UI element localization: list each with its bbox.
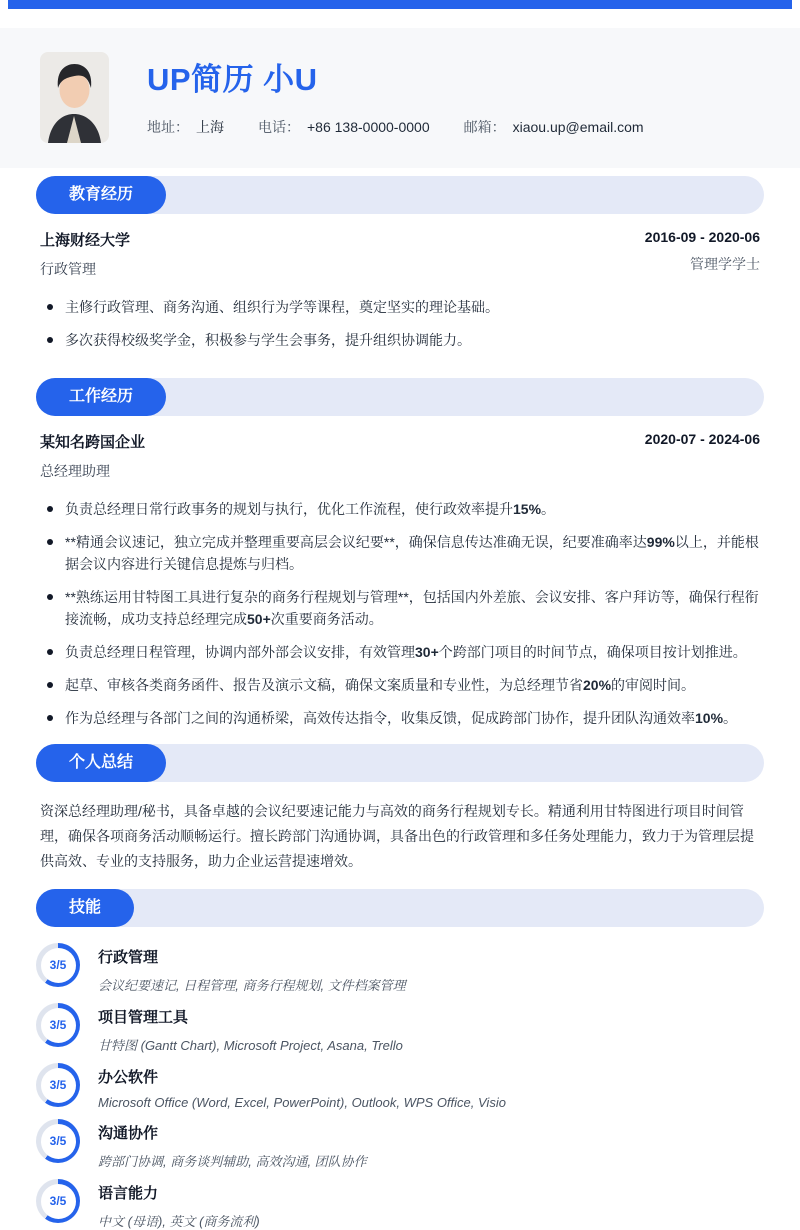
contact-value: xiaou.up@email.com [512,119,644,135]
bullet-item: **精通会议速记，独立完成并整理重要高层会议纪要**，确保信息传达准确无误，纪要准确率达99%以上，并能根据会议内容进行关键信息提炼与归档。 [36,531,764,575]
bullet-item: 作为总经理与各部门之间的沟通桥梁，高效传达指令，收集反馈，促成跨部门协作，提升团队沟通效率10%。 [36,707,764,729]
skill-rating-text: 3/5 [41,1068,76,1103]
section-title-pill: 教育经历 [36,176,166,214]
skill-rating-ring [36,1179,80,1223]
skill-rating-text: 3/5 [41,1008,76,1043]
section-title-pill: 个人总结 [36,744,166,782]
skill-name: 项目管理工具 [98,1009,189,1026]
skill-name: 办公软件 [98,1069,159,1086]
section-education [0,176,800,351]
summary-text: 资深总经理助理/秘书，具备卓越的会议纪要速记能力与高效的商务行程规划专长。精通利用甘特图进行项目时间管理，确保各项商务活动顺畅运行。擅长跨部门沟通协调，具备出色的行政管理和多任务处理能力，致力于为管理层提供高效、专业的支持服务，助力企业运营提速增效。 [40,803,754,869]
candidate-name: UP简历 小U [147,62,318,97]
contact-label: 电话： [258,119,300,135]
skill-rating-text: 3/5 [41,1184,76,1219]
profile-photo-illustration [40,52,109,143]
bullet-item: 负责总经理日程管理，协调内部外部会议安排，有效管理30+个跨部门项目的时间节点，确保项目按计划推进。 [36,641,764,663]
school-name: 上海财经大学 [40,232,131,249]
contact-item [147,117,224,137]
contact-value: 上海 [196,119,224,135]
degree: 管理学学士 [690,256,760,272]
skill-name: 行政管理 [98,949,159,966]
skill-detail: 中文 (母语), 英文 (商务流利) [98,1214,260,1229]
skill-detail: 跨部门协调, 商务谈判辅助, 高效沟通, 团队协作 [98,1154,367,1169]
bullet-item: 起草、审核各类商务函件、报告及演示文稿，确保文案质量和专业性，为总经理节省20%的审阅时间。 [36,674,764,696]
skill-detail: 甘特图 (Gantt Chart), Microsoft Project, Asana, Trello [98,1038,403,1053]
education-entry [36,229,764,279]
skill-rating-ring [36,1063,80,1107]
section-title-pill: 技能 [36,889,134,927]
section-band [36,176,764,214]
contact-label: 地址： [147,119,189,135]
skill-rating-ring [36,1003,80,1047]
contact-label: 邮箱： [463,119,506,135]
skill-item [36,943,764,994]
contact-item [464,117,644,137]
section-summary [0,744,800,874]
skills-list [36,943,764,1230]
skill-name: 语言能力 [98,1185,159,1202]
bullet-item: 负责总经理日常行政事务的规划与执行，优化工作流程，使行政效率提升15%。 [36,498,764,520]
top-accent-bar [8,0,792,9]
skill-detail: Microsoft Office (Word, Excel, PowerPoint), Outlook, WPS Office, Visio [98,1095,506,1110]
education-dates: 2016-09 - 2020-06 [644,229,760,245]
job-title: 总经理助理 [40,463,110,479]
section-band [36,889,764,927]
bullet-item: 多次获得校级奖学金，积极参与学生会事务，提升组织协调能力。 [36,329,764,351]
section-band [36,378,764,416]
skill-item [36,1063,764,1110]
major: 行政管理 [40,261,96,277]
skill-rating-ring [36,943,80,987]
work-bullet-list [36,498,764,729]
skill-rating-text: 3/5 [41,948,76,983]
skill-name: 沟通协作 [98,1125,159,1142]
header-text-block [147,52,644,137]
company-name: 某知名跨国企业 [40,434,146,451]
skill-rating-ring [36,1119,80,1163]
section-skills [0,889,800,1230]
contact-row [147,117,644,137]
skill-item [36,1119,764,1170]
skill-rating-text: 3/5 [41,1124,76,1159]
work-entry [36,431,764,481]
section-work [0,378,800,729]
section-band [36,744,764,782]
bullet-item: **熟练运用甘特图工具进行复杂的商务行程规划与管理**，包括国内外差旅、会议安排、客户拜访等，确保行程衔接流畅，成功支持总经理完成50+次重要商务活动。 [36,586,764,630]
skill-item [36,1179,764,1230]
education-bullet-list [36,296,764,351]
bullet-item: 主修行政管理、商务沟通、组织行为学等课程，奠定坚实的理论基础。 [36,296,764,318]
contact-value: +86 138-0000-0000 [307,119,430,135]
profile-photo [40,52,109,143]
resume-header [0,28,800,168]
skill-item [36,1003,764,1054]
work-dates: 2020-07 - 2024-06 [644,431,760,447]
section-title-pill: 工作经历 [36,378,166,416]
skill-detail: 会议纪要速记, 日程管理, 商务行程规划, 文件档案管理 [98,978,406,993]
contact-item [258,117,430,137]
